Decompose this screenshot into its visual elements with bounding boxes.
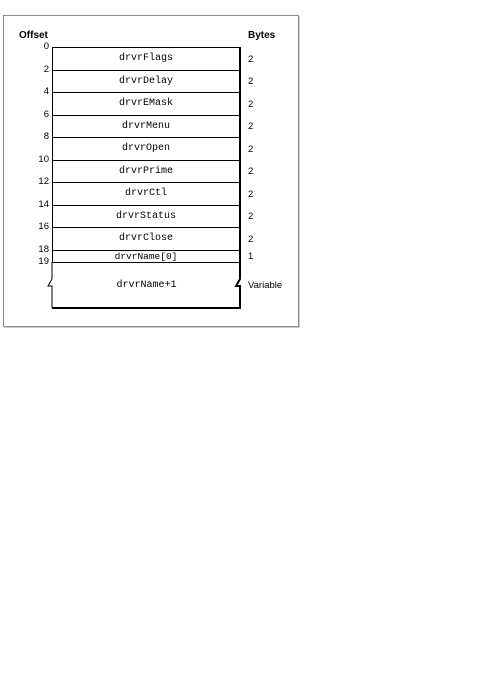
bytes-label: Variable bbox=[248, 280, 283, 291]
bytes-label: 2 bbox=[248, 211, 254, 222]
offset-label: 16 bbox=[38, 221, 49, 232]
bytes-label: 2 bbox=[248, 166, 254, 177]
offset-label: 18 bbox=[38, 244, 49, 255]
bytes-label: 2 bbox=[248, 234, 254, 245]
field-name: drvrEMask bbox=[118, 98, 173, 110]
offset-label: 2 bbox=[43, 64, 49, 75]
field-drvrOpen bbox=[53, 138, 239, 161]
field-drvrPrime bbox=[53, 161, 239, 184]
field-name: drvrPrime bbox=[118, 165, 173, 177]
bytes-label: 1 bbox=[248, 251, 254, 262]
field-drvrDelay bbox=[53, 71, 239, 94]
offset-label: 6 bbox=[43, 109, 49, 120]
field-name: drvrDelay bbox=[118, 75, 173, 87]
bytes-label: 2 bbox=[248, 54, 254, 65]
field-drvrMenu bbox=[53, 116, 239, 139]
field-drvrStatus bbox=[53, 206, 239, 229]
field-drvrName-0 bbox=[53, 251, 239, 263]
bytes-header: Bytes bbox=[248, 30, 276, 41]
field-name: drvrName[0] bbox=[114, 250, 178, 262]
bytes-label: 2 bbox=[248, 76, 254, 87]
field-name: drvrFlags bbox=[118, 53, 173, 65]
field-name: drvrName+1 bbox=[116, 280, 177, 291]
offset-label: 12 bbox=[38, 176, 49, 187]
field-drvrCtl bbox=[53, 183, 239, 206]
offset-label: 8 bbox=[43, 131, 49, 142]
bytes-label: 2 bbox=[248, 144, 254, 155]
field-name: drvrClose bbox=[118, 233, 173, 245]
field-name: drvrStatus bbox=[115, 210, 176, 222]
offset-header: Offset bbox=[19, 30, 48, 41]
bytes-label: 2 bbox=[248, 189, 254, 200]
offset-label: 14 bbox=[38, 199, 49, 210]
offset-label: 19 bbox=[38, 256, 49, 267]
field-drvrClose bbox=[53, 228, 239, 251]
field-name: drvrMenu bbox=[121, 120, 170, 132]
field-drvrFlags bbox=[53, 48, 239, 71]
record-structure bbox=[52, 47, 241, 263]
bytes-label: 2 bbox=[248, 99, 254, 110]
bytes-label: 2 bbox=[248, 121, 254, 132]
offset-label: 4 bbox=[43, 86, 49, 97]
offset-label: 10 bbox=[38, 154, 49, 165]
field-drvrEMask bbox=[53, 93, 239, 116]
offset-label: 0 bbox=[43, 41, 49, 52]
field-name: drvrCtl bbox=[124, 188, 167, 200]
field-name: drvrOpen bbox=[121, 143, 170, 155]
